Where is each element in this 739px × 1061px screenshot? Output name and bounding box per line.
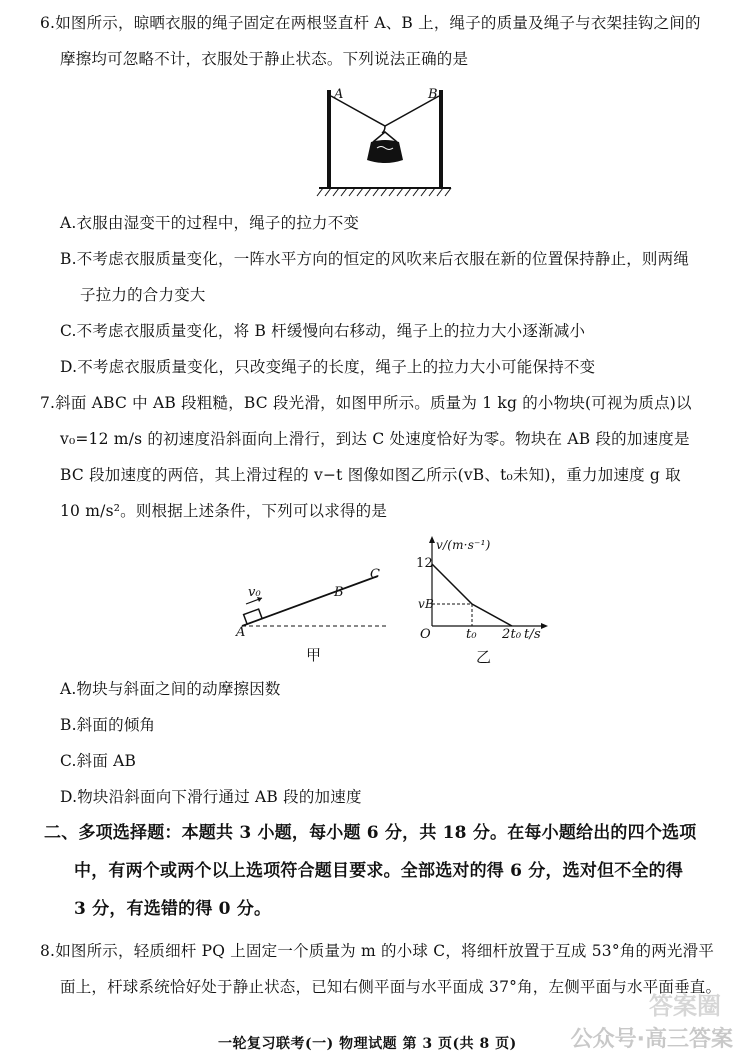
section2-heading-line1: 二、多项选择题：本题共 3 小题，每小题 6 分，共 18 分。在每小题给出的四个选项 bbox=[44, 823, 697, 843]
q7-yi-xlabel: t/s bbox=[524, 627, 541, 642]
q7-stem-line3: BC 段加速度的两倍，其上滑过程的 v−t 图像如图乙所示(vB、t₀未知)，重力加速度 g 取 bbox=[60, 466, 681, 484]
q7-stem-line2: v₀=12 m/s 的初速度沿斜面向上滑行，到达 C 处速度恰好为零。物块在 AB 段的加速度是 bbox=[60, 430, 690, 448]
q7-stem-line1: 7.斜面 ABC 中 AB 段粗糙，BC 段光滑，如图甲所示。质量为 1 kg 的小物块(可视为质点)以 bbox=[40, 394, 692, 412]
q7-jia-label-b: B bbox=[334, 585, 344, 600]
q7-yi-tick-t0: t₀ bbox=[466, 627, 477, 642]
q7-option-d: D.物块沿斜面向下滑行通过 AB 段的加速度 bbox=[60, 788, 362, 806]
q6-label-b: B bbox=[428, 87, 438, 102]
q7-yi-tick-vb: vB bbox=[418, 597, 434, 611]
q7-jia-label-a: A bbox=[236, 625, 246, 640]
q6-option-b-line2: 子拉力的合力变大 bbox=[80, 286, 206, 304]
q6-stem-line2: 摩擦均可忽略不计，衣服处于静止状态。下列说法正确的是 bbox=[60, 50, 469, 68]
q7-stem-line4: 10 m/s²。则根据上述条件，下列可以求得的是 bbox=[60, 502, 388, 520]
q7-option-c: C.斜面 AB bbox=[60, 752, 137, 770]
q7-yi-tick-12: 12 bbox=[416, 556, 433, 571]
page-footer: 一轮复习联考(一) 物理试题 第 3 页(共 8 页) bbox=[218, 1036, 517, 1052]
q7-jia-caption: 甲 bbox=[306, 646, 322, 664]
q6-stem-line1: 6.如图所示，晾晒衣服的绳子固定在两根竖直杆 A、B 上，绳子的质量及绳子与衣架挂钩之间的 bbox=[40, 14, 701, 32]
q6-option-a: A.衣服由湿变干的过程中，绳子的拉力不变 bbox=[60, 214, 360, 232]
q7-yi-origin: O bbox=[420, 627, 431, 642]
q8-stem-line1: 8.如图所示，轻质细杆 PQ 上固定一个质量为 m 的小球 C，将细杆放置于互成 53°角的两光滑平 bbox=[40, 942, 715, 960]
q7-option-a: A.物块与斜面之间的动摩擦因数 bbox=[60, 680, 281, 698]
q7-yi-tick-2t0: 2t₀ bbox=[502, 627, 522, 642]
watermark-top: 答案圈 bbox=[649, 992, 721, 1020]
q6-option-d: D.不考虑衣服质量变化，只改变绳子的长度，绳子上的拉力大小可能保持不变 bbox=[60, 358, 596, 376]
q7-jia-label-v0: v₀ bbox=[248, 585, 261, 600]
q7-jia-label-c: C bbox=[370, 567, 381, 582]
q8-stem-line2: 面上，杆球系统恰好处于静止状态，已知右侧平面与水平面成 37°角，左侧平面与水平面垂直。 bbox=[60, 978, 722, 996]
q6-label-a: A bbox=[334, 87, 344, 102]
q7-option-b: B.斜面的倾角 bbox=[60, 716, 156, 734]
section2-heading-line3: 3 分，有选错的得 0 分。 bbox=[74, 899, 272, 919]
section2-heading-line2: 中，有两个或两个以上选项符合题目要求。全部选对的得 6 分，选对但不全的得 bbox=[74, 861, 684, 881]
q6-option-c: C.不考虑衣服质量变化，将 B 杆缓慢向右移动，绳子上的拉力大小逐渐减小 bbox=[60, 322, 586, 340]
q7-yi-ylabel: v/(m·s⁻¹) bbox=[436, 538, 491, 552]
q6-option-b-line1: B.不考虑衣服质量变化，一阵水平方向的恒定的风吹来后衣服在新的位置保持静止，则两绳 bbox=[60, 250, 690, 268]
q7-yi-caption: 乙 bbox=[476, 648, 492, 666]
watermark-bottom: 公众号·高三答案 bbox=[570, 1027, 733, 1052]
